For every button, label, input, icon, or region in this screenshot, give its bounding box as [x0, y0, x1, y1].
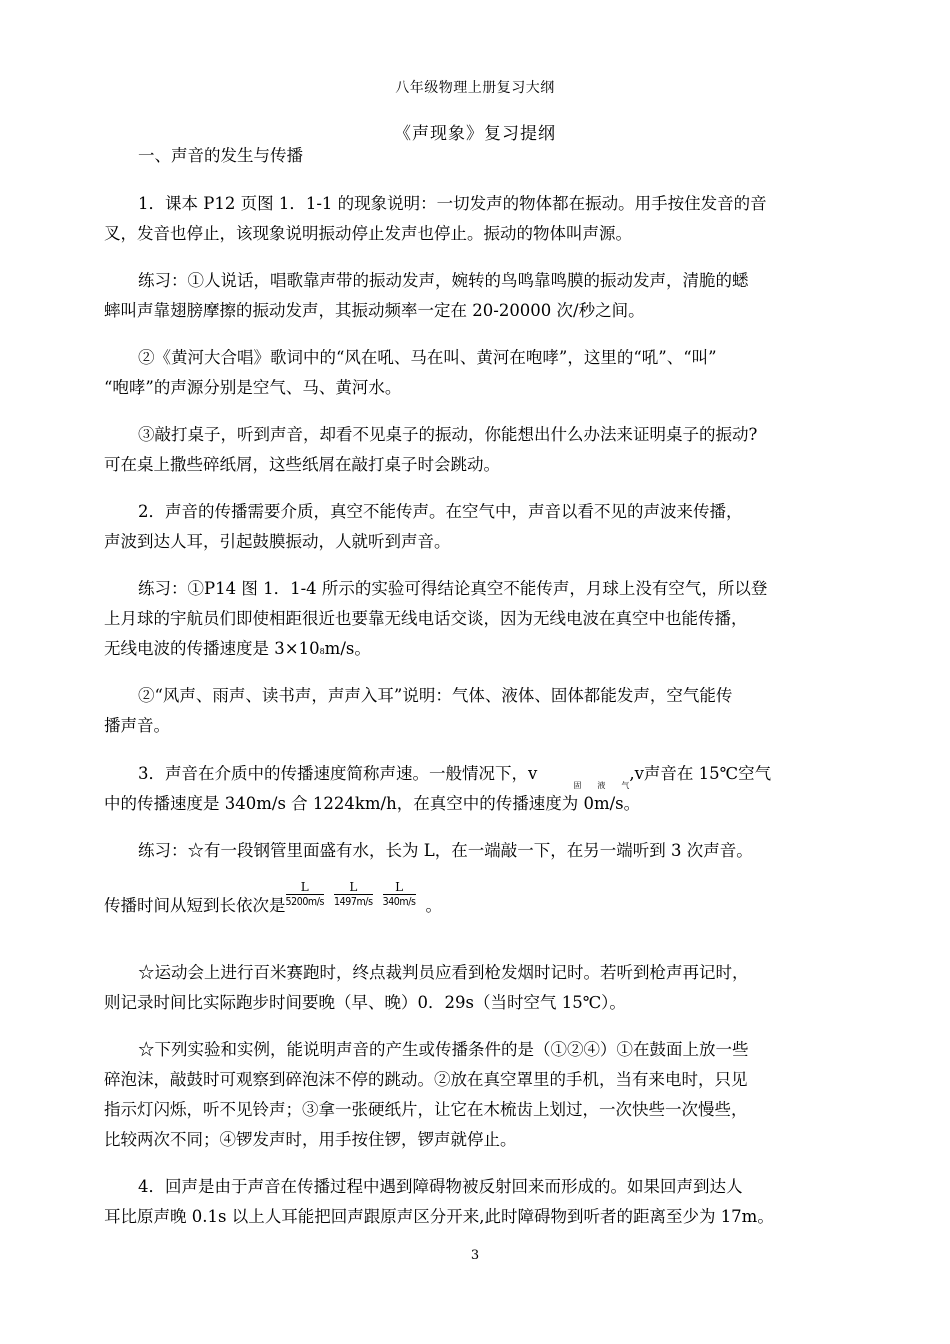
- paragraph-line: ③敲打桌子，听到声音，却看不见桌子的振动，你能想出什么办法来证明桌子的振动?: [138, 425, 758, 444]
- paragraph-line: 比较两次不同；④锣发声时，用手按住锣，锣声就停止。: [104, 1130, 517, 1149]
- fraction-numerator: L: [383, 880, 416, 895]
- paragraph-line: ☆运动会上进行百米赛跑时，终点裁判员应看到枪发烟时记时。若听到枪声再记时，: [138, 963, 749, 982]
- subscript-solid: 固: [573, 781, 582, 790]
- text-fragment: 传播时间从短到长依次是: [104, 896, 286, 915]
- paragraph-4: [104, 1172, 849, 1232]
- paragraph-line: 4．回声是由于声音在传播过程中遇到障碍物被反射回来而形成的。如果回声到达人: [138, 1177, 743, 1196]
- fraction-steel: [286, 880, 325, 909]
- exercise-7: [104, 958, 849, 1018]
- text-fragment: 3．声音在介质中的传播速度简称声速。一般情况下，v: [138, 764, 538, 783]
- text-fragment: 无线电波的传播速度是 3×10: [104, 639, 320, 658]
- fraction-air: [383, 880, 416, 909]
- paragraph-line: 练习：①人说话，唱歌靠声带的振动发声，婉转的鸟鸣靠鸣膜的振动发声，清脆的蟋: [138, 271, 749, 290]
- section-heading-text: 一、声音的发生与传播: [138, 146, 303, 165]
- paragraph-line: 中的传播速度是 340m/s 合 1224km/h，在真空中的传播速度为 0m/s。: [104, 794, 641, 813]
- exponent: 8: [319, 647, 325, 656]
- fraction-water: [334, 880, 373, 909]
- paragraph-3: [104, 759, 849, 819]
- paragraph-line: 碎泡沫，敲鼓时可观察到碎泡沫不停的跳动。②放在真空罩里的手机，当有来电时，只见: [104, 1070, 748, 1089]
- paragraph-line: 播声音。: [104, 716, 170, 735]
- exercise-5: [104, 681, 849, 741]
- paragraph-line: [104, 634, 849, 667]
- paragraph-line: 练习：☆有一段钢管里面盛有水，长为 L，在一端敲一下，在另一端听到 3 次声音。: [138, 841, 753, 860]
- section-heading: [138, 141, 883, 171]
- paragraph-line: 指示灯闪烁，听不见铃声；③拿一张硬纸片，让它在木梳齿上划过，一次快些一次慢些，: [104, 1100, 748, 1119]
- exercise-6: [104, 836, 849, 921]
- exercise-3: [104, 420, 849, 480]
- speed-subscripts: [537, 759, 630, 790]
- fraction-denominator: 340m/s: [382, 896, 416, 908]
- fraction-numerator: L: [286, 880, 325, 895]
- subscript-liquid: 液: [597, 781, 606, 790]
- paragraph-line: ②《黄河大合唱》歌词中的“风在吼、马在叫、黄河在咆哮”，这里的“吼”、“叫”: [138, 348, 717, 367]
- paragraph-line: 可在桌上撒些碎纸屑，这些纸屑在敲打桌子时会跳动。: [104, 455, 500, 474]
- running-header: 八年级物理上册复习大纲: [395, 80, 555, 96]
- exercise-1: [104, 266, 849, 326]
- fraction-numerator: L: [334, 880, 373, 895]
- paragraph-line: 则记录时间比实际跑步时间要晚（早、晚）0．29s（当时空气 15℃）。: [104, 993, 626, 1012]
- paragraph-2: [104, 497, 849, 557]
- exercise-8: [104, 1035, 849, 1155]
- subscript-gas: 气: [621, 781, 630, 790]
- paragraph-line: 上月球的宇航员们即使相距很近也要靠无线电话交谈，因为无线电波在真空中也能传播，: [104, 609, 748, 628]
- fraction-denominator: 1497m/s: [334, 896, 373, 908]
- paragraph-line: [104, 759, 849, 789]
- paragraph-line: ☆下列实验和实例，能说明声音的产生或传播条件的是（①②④）①在鼓面上放一些: [138, 1040, 749, 1059]
- paragraph-line: [104, 880, 849, 921]
- text-fragment: 。: [425, 896, 443, 915]
- paragraph-line: 1．课本 P12 页图 1．1-1 的现象说明：一切发声的物体都在振动。用手按住发音的音: [138, 194, 767, 213]
- paragraph-1: [104, 189, 849, 249]
- paragraph-line: 蟀叫声靠翅膀摩擦的振动发声，其振动频率一定在 20-20000 次/秒之间。: [104, 301, 645, 320]
- paragraph-line: 耳比原声晚 0.1s 以上人耳能把回声跟原声区分开来,此时障碍物到听者的距离至少为 17m。: [104, 1207, 774, 1226]
- fraction-denominator: 5200m/s: [285, 896, 325, 908]
- paragraph-line: ②“风声、雨声、读书声，声声入耳”说明：气体、液体、固体都能发声，空气能传: [138, 686, 733, 705]
- paragraph-line: 2．声音的传播需要介质，真空不能传声。在空气中，声音以看不见的声波来传播，: [138, 502, 743, 521]
- document-title: 《声现象》复习提纲: [394, 124, 556, 144]
- exercise-2: [104, 343, 849, 403]
- text-fragment: ,v声音在 15℃空气: [629, 764, 772, 783]
- text-fragment: m/s。: [324, 639, 371, 658]
- exercise-4: [104, 574, 849, 667]
- page-number: 3: [470, 1248, 480, 1263]
- paragraph-line: “咆哮”的声源分别是空气、马、黄河水。: [104, 378, 402, 397]
- paragraph-line: 声波到达人耳，引起鼓膜振动，人就听到声音。: [104, 532, 451, 551]
- paragraph-line: 叉，发音也停止，该现象说明振动停止发声也停止。振动的物体叫声源。: [104, 224, 632, 243]
- paragraph-line: 练习：①P14 图 1．1-4 所示的实验可得结论真空不能传声，月球上没有空气，所以登: [138, 579, 768, 598]
